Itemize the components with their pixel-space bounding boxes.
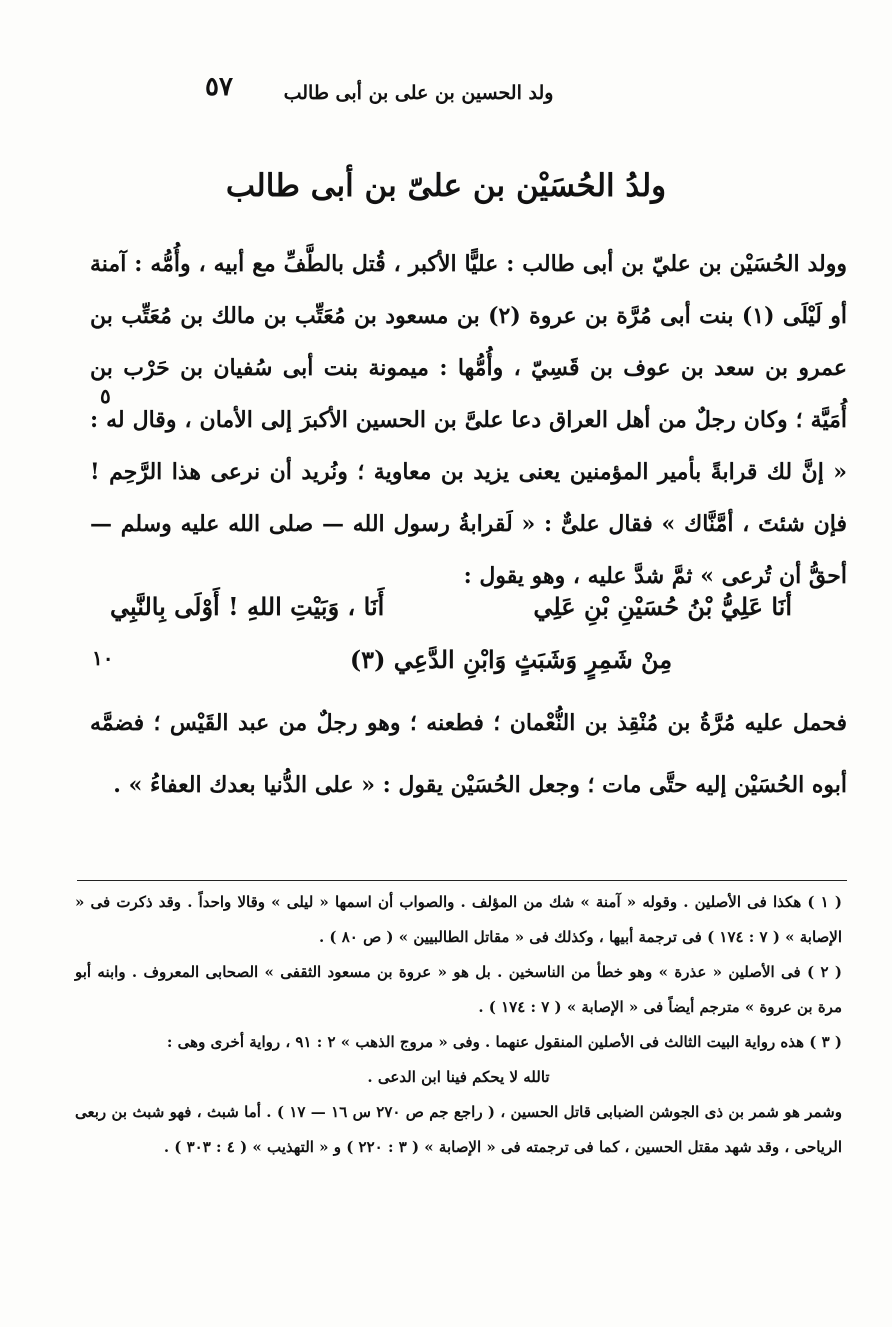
paragraph-1: وولد الحُسَيْن بن عليّ بن أبى طالب : عليًّا الأكبر ، قُتل بالطَّفِّ مع أبيه ، وأُمُّه : آمنة أو لَيْلَى (١) بنت أبى مُرَّة بن عروة (٢) بن مسعود بن مُعَتِّب بن مالك بن مُعَتِّب بن عمرو بن سعد بن عوف بن قَسِيّ ، وأُمُّها : ميمونة بنت أبى سُفيان بن حَرْب بن أُمَيَّة ؛ وكان رجلٌ من أهل العراق دعا علىَّ بن الحسين الأكبرَ إلى الأمان ، وقال له : « إنَّ لك قرابةً بأمير المؤمنين يعنى يزيد بن معاوية ؛ ونُريد أن نرعى هذا الرَّحِم ! فإن شئتَ ، أمَّنَّاك » فقال علىٌّ : « لَقرابةُ رسول الله — صلى الله عليه وسلم — أحقُّ أن تُرعى » ثمَّ شدَّ عليه ، وهو يقول :: [90, 251, 847, 589]
footnote-3-verse: تالله لا يحكم فينا ابن الدعى .: [367, 1068, 550, 1086]
page-number: ٥٧: [205, 72, 233, 102]
section-title: ولدُ الحُسَيْن بن علىّ بن أبى طالب: [225, 168, 667, 204]
line-number-10: ١٠: [92, 646, 114, 670]
main-text: [90, 238, 847, 602]
verse-hemistich-2: أَنَا ، وَبَيْتِ اللهِ ! أَوْلَى بِالنَّبِي: [110, 592, 385, 621]
verse-line-2: مِنْ شَمِرٍ وَشَبَثٍ وَابْنِ الدَّعِي (٣): [349, 645, 673, 674]
running-header: ولد الحسين بن على بن أبى طالب: [283, 82, 554, 104]
verse-hemistich-1: أنَا عَلِيُّ بْنُ حُسَيْنِ بْنِ عَلِي: [533, 592, 792, 621]
main-text-continued: [90, 692, 847, 816]
verse-line-1: [110, 592, 792, 621]
footnote-1: ( ١ ) هكذا فى الأصلين . وقوله « آمنة » شك من المؤلف . والصواب أن اسمها « ليلى » وقالا واحداً . وقد ذكرت فى « الإصابة » ( ٧ : ١٧٤ ) فى ترجمة أبيها ، وكذلك فى « مقاتل الطالبيين » ( ص ٨٠ ) .: [75, 893, 842, 946]
paragraph-2: فحمل عليه مُرَّةُ بن مُنْقِذ بن النُّعْمان ؛ فطعنه ؛ وهو رجلٌ من عبد القَيْس ؛ فضمَّه أبوه الحُسَيْن إليه حتَّى مات ؛ وجعل الحُسَيْن يقول : « على الدُّنيا بعدك العفاءُ » .: [90, 710, 847, 798]
footnote-3-continued: وشمر هو شمر بن ذى الجوشن الضبابى قاتل الحسين ، ( راجع جم ص ٢٧٠ س ١٦ — ١٧ ) . أما شبث ، فهو شبث بن ربعى الرياحى ، وقد شهد مقتل الحسين ، كما فى ترجمته فى « الإصابة » ( ٣ : ٢٢٠ ) و « التهذيب » ( ٤ : ٣٠٣ ) .: [75, 1103, 842, 1156]
footnote-divider: [77, 880, 847, 881]
footnote-2: ( ٢ ) فى الأصلين « عذرة » وهو خطأ من الناسخين . بل هو « عروة بن مسعود الثقفى » الصحابى المعروف . وابنه أبو مرة بن عروة » مترجم أيضاً فى « الإصابة » ( ٧ : ١٧٤ ) .: [75, 963, 842, 1016]
line-number-5: ٥: [100, 384, 111, 408]
footnotes: [75, 885, 842, 1165]
footnote-3: ( ٣ ) هذه رواية البيت الثالث فى الأصلين المنقول عنهما . وفى « مروج الذهب » ٢ : ٩١ ، رواية أخرى وهى :: [166, 1033, 842, 1051]
